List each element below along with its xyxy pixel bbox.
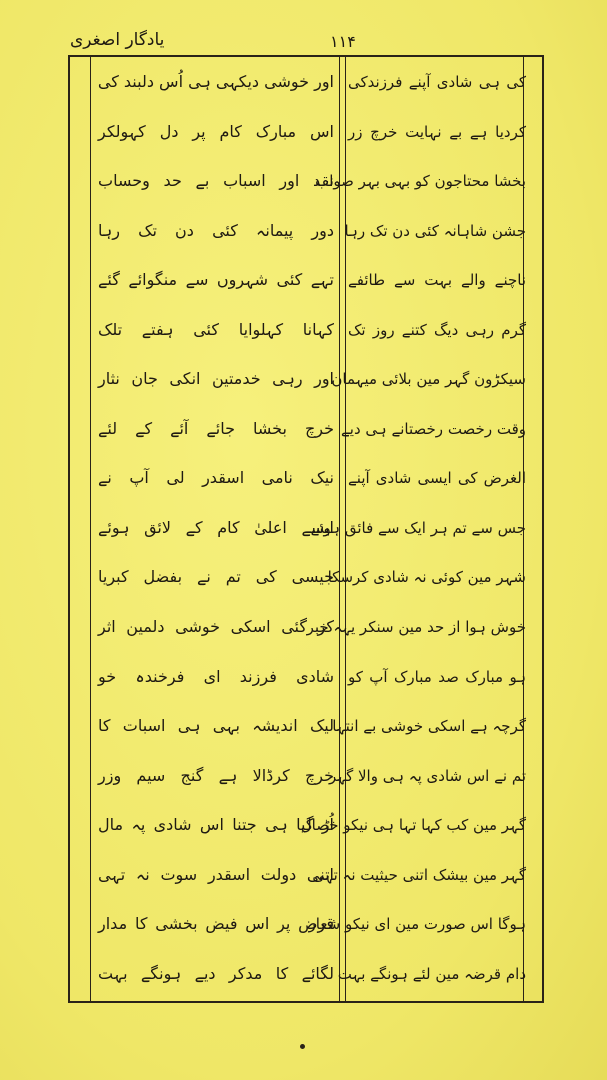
verse-line: نقد اور اسباب بے حد وحساب — [98, 171, 334, 191]
verse-line: الغرض کی ایسی شادی آپنے — [348, 469, 526, 488]
verse-line: وقت رخصت رخصتانے ہی دیے — [341, 419, 526, 438]
verse-line: جیسی کی تم نے بفضل کبریا — [98, 567, 334, 587]
page-header — [60, 30, 547, 56]
verse-line: گرچہ ہے اسکی خوشی بے انتہا — [332, 717, 526, 736]
verse-line: گہر مین کب کہا تہا ہی نیکو خصال — [300, 816, 526, 835]
left-column — [98, 68, 334, 988]
verse-line: دام قرضہ مین لئے ہونگے بہت — [337, 964, 526, 983]
verse-line: اس مبارک کام پر دل کہولکر — [98, 121, 334, 141]
verse-line: خرچ بخشا جائے آئے کے لئے — [98, 418, 334, 438]
verse-line: شادی فرزند ای فرخندہ خو — [98, 666, 334, 686]
verse-line: جس سے تم ہر ایک سے فائق ہوئے — [310, 518, 526, 537]
verse-line: خرچ کرڈالا ہے گنج سیم وزر — [98, 765, 334, 785]
verse-line: سیکڑون گہر مین بلائی میہمان — [331, 370, 526, 389]
verse-line: نیک نامی اسقدر لی آپ نے — [98, 468, 334, 488]
verse-line: جشن شاہانہ کئی دن تک رہا — [344, 221, 526, 240]
verse-line: اور خوشی دیکہی ہی اُس دلبند کی — [97, 72, 334, 91]
verse-line: خوش ہوا از حد مین سنکر یہہ خبر — [306, 618, 526, 637]
verse-line: اُڑ گیا ہی جتنا اس شادی پہ مال — [98, 815, 334, 835]
verse-line: قرض پر اس فیض بخشی کا مدار — [98, 914, 334, 934]
verse-line: کر گئی اسکی خوشی دلمین اثر — [98, 617, 334, 637]
right-column — [300, 68, 526, 988]
verse-line: بخشا محتاجون کو بہی بہر صواب — [315, 172, 526, 191]
page-number: ۱۱۴ — [330, 32, 356, 51]
verse-line: دور پیمانہ کئی دن تک رہا — [98, 220, 334, 240]
verse-line: ہو مبارک صد مبارک آپ کو — [348, 667, 526, 686]
ink-dot — [300, 1044, 305, 1049]
verse-line: کہانا کہلوایا کئی ہفتے تلک — [98, 319, 334, 339]
verse-line: گرم رہی دیگ کتنے روز تک — [348, 320, 526, 339]
verse-line: ناچنے والے بہت سے طائفے — [348, 271, 526, 290]
verse-line: ایسے اعلیٰ کام کے لائق ہوئے — [98, 517, 334, 537]
running-title: یادگار اصغری — [70, 30, 165, 50]
verse-line: اور رہی خدمتین انکی جان نثار — [98, 369, 334, 389]
verse-line: کی ہی شادی آپنے فرزندکی — [348, 73, 526, 91]
verse-line: لگائے کا مدکر دیے ہونگے بہت — [98, 963, 334, 983]
verse-line: لیک اندیشہ بہی ہی اسبات کا — [98, 716, 334, 736]
verse-line: شہر مین کوئی نہ شادی کرسکا — [327, 568, 526, 587]
verse-line: تم نے اس شادی پہ ہی والا گہر — [329, 766, 526, 785]
verse-line: گہر مین بیشک اتنی حیثیت نہ تہی — [312, 865, 526, 884]
verse-line: کردیا ہے بے نہایت خرچ زر — [348, 122, 526, 141]
verse-line: ہوگا اس صورت مین ای نیکو شعار — [308, 915, 526, 934]
verse-line: اتنی دولت اسقدر سوت نہ تہی — [98, 864, 334, 884]
verse-line: تہے کئی شہروں سے منگوائے گئے — [98, 270, 334, 290]
